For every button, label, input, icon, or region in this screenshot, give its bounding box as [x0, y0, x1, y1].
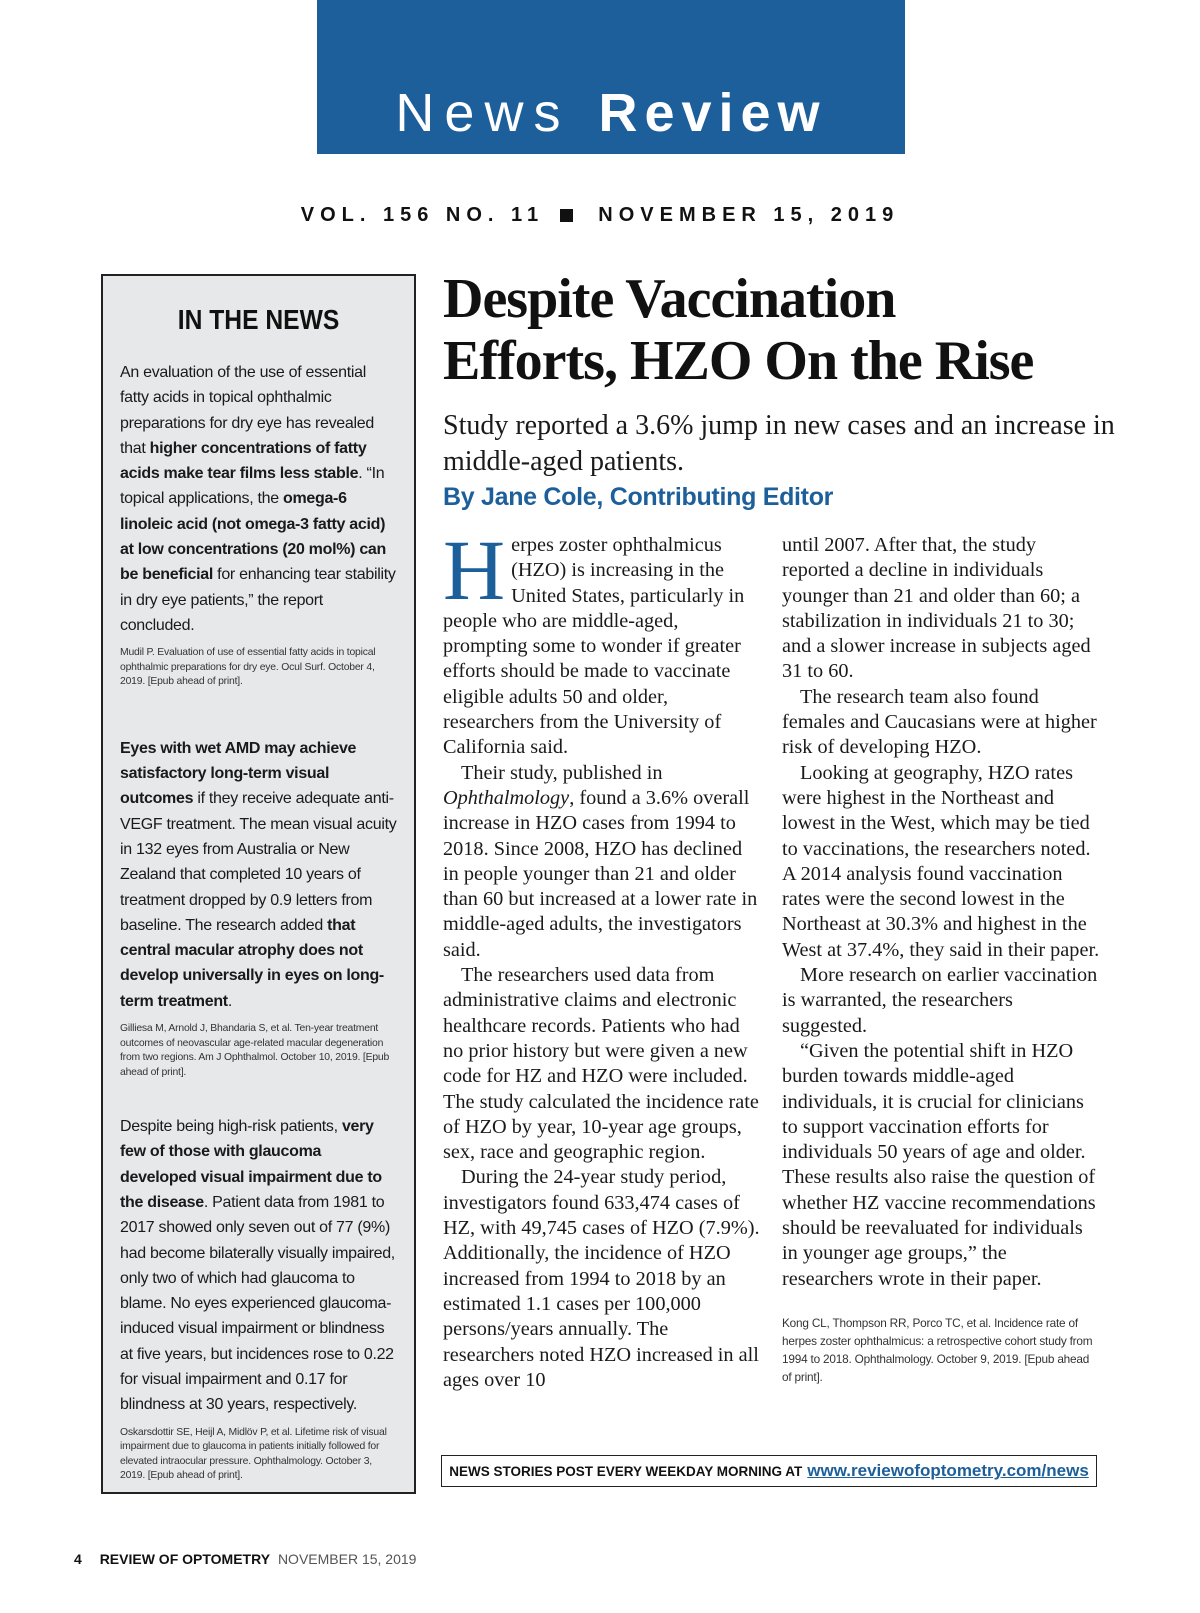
news-highlight: Eyes with wet AMD may achieve satisfactory long-term visual outcomes [120, 739, 357, 808]
article-paragraph: until 2007. After that, the study reported a decline in individuals younger than 21 and older than 60; a stabilization in individuals 21 to 30; and a slower increase in subjects aged 31 to 60. [782, 534, 1091, 683]
page-footer [74, 1551, 416, 1567]
square-separator-icon [560, 209, 573, 222]
sidebar-title: IN THE NEWS [177, 304, 340, 335]
sidebar-news-item [120, 736, 397, 1014]
news-text: if they receive adequate anti-VEGF treatment. The mean visual acuity in 132 eyes from Australia or New Zealand that completed 10 years of treatment dropped by 0.9 letters from baseline. The research added [120, 790, 397, 934]
article-column-2 [782, 533, 1100, 1386]
paragraph-text: erpes zoster ophthalmicus (HZO) is increasing in the United States, particularly in people who are middle-aged, prompting some to wonder if greater efforts should be made to vaccinate eligible adults 50 and older, researchers from the University of California said. [443, 534, 745, 759]
article-paragraph: “Given the potential shift in HZO burden towards middle-aged individuals, it is crucial for clinicians to support vaccination efforts for individuals 50 years of age and older. These results also raise the question of whether HZ vaccine recommendations should be reevaluated for individuals in younger age groups,” the researchers wrote in their paper. [782, 1039, 1096, 1290]
footer-date: NOVEMBER 15, 2019 [277, 1551, 417, 1567]
magazine-name: REVIEW OF OPTOMETRY [99, 1551, 271, 1567]
in-the-news-sidebar [101, 274, 416, 1494]
headline-line-1: Despite Vaccination [443, 268, 896, 330]
sidebar-citation: Mudil P. Evaluation of use of essential fatty acids in topical ophthalmic preparations for dry eye. Ocul Surf. October 4, 2019. [Epub ahead of print]. [120, 647, 376, 688]
article-paragraph [443, 522, 761, 761]
article-citation: Kong CL, Thompson RR, Porco TC, et al. Incidence rate of herpes zoster ophthalmicus: a retrospective cohort study from 1994 to 2018. Ophthalmology. October 9, 2019. [Epub ahead of print]. [782, 1315, 1093, 1384]
article-paragraph [443, 761, 761, 963]
news-stories-text: NEWS STORIES POST EVERY WEEKDAY MORNING AT [449, 1463, 803, 1479]
news-highlight: higher concentrations of fatty acids make tear films less stable [120, 439, 367, 483]
news-text: . Patient data from 1981 to 2017 showed only seven out of 77 (9%) had become bilaterally visually impaired, only two of which had glaucoma to blame. No eyes experienced glaucoma-induced visual impairment or blindness at five years, but incidences rose to 0.22 for visual impairment and 0.17 for blindness at 30 years, respectively. [120, 1193, 395, 1414]
news-highlight: very few of those with glaucoma developed visual impairment due to the disease [120, 1118, 382, 1211]
sidebar-citation: Oskarsdottir SE, Heijl A, Midlöv P, et al. Lifetime risk of visual impairment due to glaucoma in patients initially followed for elevated intraocular pressure. Ophthalmology. October 3, 2019. [Epub ahead of print]. [120, 1426, 387, 1482]
sidebar-news-item [120, 1114, 397, 1418]
news-highlight: omega-6 linoleic acid (not omega-3 fatty acid) at low concentrations (20 mol%) can be beneficial [120, 490, 387, 584]
website-link[interactable]: www.reviewofoptometry.com/news [807, 1461, 1089, 1480]
article-paragraph: More research on earlier vaccination is warranted, the researchers suggested. [782, 964, 1098, 1037]
article-paragraph: During the 24-year study period, investigators found 633,474 cases of HZ, with 49,745 cases of HZO (7.9%). Additionally, the incidence of HZO increased from 1994 to 2018 by an estimated 1.1 cases per 100,000 persons/years annually. The researchers noted HZO increased in all ages over 10 [443, 1166, 760, 1391]
article-paragraph: Looking at geography, HZO rates were highest in the Northeast and lowest in the West, which may be tied to vaccinations, the researchers noted. A 2014 analysis found vaccination rates were the second lowest in the Northeast at 30.3% and highest in the West at 37.4%, they said in their paper. [782, 761, 1100, 961]
page-number: 4 [74, 1551, 82, 1567]
sidebar-news-item [120, 360, 397, 638]
issue-date: NOVEMBER 15, 2019 [598, 204, 900, 226]
article-headline [443, 268, 1103, 392]
banner-word-review: Review [598, 83, 827, 143]
article-byline: By Jane Cole, Contributing Editor [443, 483, 834, 511]
sidebar-citation: Gilliesa M, Arnold J, Bhandaria S, et al. Ten-year treatment outcomes of neovascular age-related macular degeneration from two regions. Am J Ophthalmol. October 10, 2019. [Epub ahead of print]. [120, 1023, 390, 1078]
article-column-1 [443, 522, 761, 1393]
paragraph-text: Their study, published in [461, 761, 663, 784]
drop-cap: H [443, 522, 506, 618]
journal-name: Ophthalmology [443, 786, 570, 809]
news-text: An evaluation of the use of essential fatty acids in topical ophthalmic preparations for dry eye has revealed that [120, 364, 374, 457]
news-text: . [227, 992, 232, 1010]
news-text: Despite being high-risk patients, [120, 1118, 342, 1136]
news-highlight: that central macular atrophy does not develop universally in eyes on long-term treatment [120, 916, 384, 1010]
issue-line [0, 204, 1200, 227]
article-paragraph: The researchers used data from administrative claims and electronic healthcare records. Patients who had no prior history but were given a new code for HZ and HZO were included. The study calculated the incidence rate of HZO by year, 10-year age groups, sex, race and geographic region. [443, 964, 759, 1164]
issue-volume: VOL. 156 NO. 11 [300, 204, 545, 226]
news-stories-bar [441, 1455, 1097, 1487]
headline-line-2: Efforts, HZO On the Rise [443, 330, 1034, 392]
paragraph-text: , found a 3.6% overall increase in HZO cases from 1994 to 2018. Since 2008, HZO has declined in people younger than 21 and older than 60 but increased at a lower rate in middle-aged adults, the investigators said. [443, 786, 758, 961]
banner-word-news: News [395, 83, 571, 143]
news-text: . “In topical applications, the [120, 465, 385, 508]
news-text: for enhancing tear stability in dry eye patients,” the report concluded. [120, 566, 396, 634]
article-paragraph: The research team also found females and Caucasians were at higher risk of developing HZO. [782, 685, 1097, 759]
article-subhead: Study reported a 3.6% jump in new cases and an increase in middle-aged patients. [443, 410, 1115, 477]
section-banner [317, 0, 905, 154]
